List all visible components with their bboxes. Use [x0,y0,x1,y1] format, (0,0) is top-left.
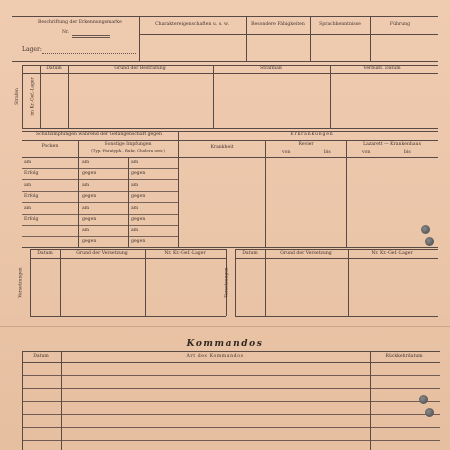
kommandos-row-rule [22,375,440,376]
impf-row-rule [22,225,178,226]
vers-col-lager: Nr. Kr.-Gef.-Lager [164,251,206,256]
impf-row-rule [22,191,178,192]
impf-cell: Erfolg [24,194,39,199]
vers-right-col-1 [265,249,266,316]
versetzungen-side-label: Versetzungen [18,267,24,298]
impfungen-title: Schutzimpfungen während der Gefangenschaft gegen [36,132,162,137]
impf-col-pocken: Pocken [41,144,59,149]
impf-row-rule [22,168,178,169]
erkennungsmarke-label: Beschriftung der Erkennungsmarke [38,20,122,25]
punch-hole [419,395,428,404]
impf-row-rule [22,236,178,237]
erk-col-lazarett: Lazarett — Krankenhaus [363,142,421,147]
erk-lazarett-bis: bis [404,150,411,155]
impf-col-sonstige: Sonstige Impfungen [104,142,152,147]
strafen-col-datum: Datum [46,66,62,71]
erk-col-revier: Revier [298,142,314,147]
vers-left-col-1 [60,249,61,316]
vers-col-datum: Datum [37,251,53,256]
kommandos-top-rule [22,351,440,352]
strafen-left-rule [22,65,23,128]
strafen-col-strafmass: Strafmaß [260,66,282,71]
nr-field[interactable] [72,35,110,36]
versetzungen-side-label-right: Versetzungen [224,267,230,298]
strafen-col-grund: Grund der Bestrafung [114,66,166,71]
strafen-side-label: Strafen [14,88,20,105]
impf-cell: am [82,228,90,233]
impf-cell: am [131,160,139,165]
impf-cell: am [24,160,32,165]
vers-left-bottom-rule [30,316,226,317]
kommandos-row-rule [22,414,440,415]
header-top-rule [12,16,438,17]
impf-cell: gegen [82,171,97,176]
kommandos-col-art: Art des Kommandos [186,354,244,359]
nr-label: Nr. [62,30,70,35]
kommandos-row-rule [22,440,440,441]
impf-cell: am [131,206,139,211]
impf-row-rule [22,214,178,215]
vers-right-col-2 [348,249,349,316]
impf-cell: am [82,160,90,165]
fold-line [0,326,450,327]
vers-right-edge [235,249,236,316]
erk-col-1 [265,140,266,247]
erk-revier-von: von [282,150,291,155]
impf-col-1 [78,140,79,247]
impf-col-sonstige-sub: (Typ.-Paratyph., Ruhr, Cholera usw.) [91,148,165,153]
vers-right-bottom-rule [235,316,438,317]
impf-cell: gegen [131,194,146,199]
strafen-col-4 [330,65,331,128]
vers-col-grund: Grund der Versetzung [76,251,128,256]
impf-cell: Erfolg [24,171,39,176]
erk-col-2 [346,140,347,247]
impf-cell: gegen [131,171,146,176]
strafen-col-3 [213,65,214,128]
header-divider-3 [310,16,311,61]
impf-cell: am [131,183,139,188]
impf-subheader-rule [22,157,438,158]
strafen-col-2 [68,65,69,128]
impf-row-rule [22,179,178,180]
erk-lazarett-von: von [362,150,371,155]
kommandos-row-rule [22,427,440,428]
strafen-header-rule [22,73,438,74]
impf-cell: am [24,183,32,188]
kommandos-row-rule [22,401,440,402]
impf-cell: gegen [131,239,146,244]
impf-col-3 [178,131,179,247]
impf-cell: am [82,183,90,188]
header-divider-4 [370,16,371,61]
impf-cell: am [82,206,90,211]
vers-right-col-grund: Grund der Versetzung [280,251,332,256]
punch-hole [425,408,434,417]
strafen-bottom-rule [22,128,438,129]
impf-cell: am [24,206,32,211]
kommandos-col-datum: Datum [33,354,49,359]
nr-field-underline [72,37,110,38]
header-divider-1 [139,16,140,61]
vers-right-col-datum: Datum [242,251,258,256]
lager-label: Lager: [22,46,42,53]
fuehrung-label: Führung [389,22,411,27]
header-mid-rule [139,34,438,35]
impf-header-rule [22,140,438,141]
kommandos-col-rueckkehr: Rückkehrdatum [385,354,423,359]
strafen-side-label-2: im Kr.-Gef.-Lager [30,77,36,116]
erkrankungen-title: Erkrankungen [290,132,334,137]
vers-left-col-2 [145,249,146,316]
strafen-col-1 [40,65,41,128]
sprachen-label: Sprachkenntnisse [319,22,361,27]
faehigkeiten-label: Besondere Fähigkeiten [251,22,305,27]
impf-cell: am [131,228,139,233]
impf-row-rule [22,202,178,203]
erk-col-krankheit: Krankheit [210,145,234,150]
header-bottom-rule [12,61,438,62]
erk-revier-bis: bis [324,150,331,155]
vers-right-col-lager: Nr. Kr.-Gef.-Lager [371,251,413,256]
impf-cell: gegen [82,194,97,199]
impf-bottom-rule [22,247,438,248]
lager-field[interactable] [42,53,136,54]
kommandos-row-rule [22,388,440,389]
impf-cell: Erfolg [24,217,39,222]
kommandos-title: Kommandos [186,339,264,349]
impf-cell: gegen [131,217,146,222]
strafen-col-verbuesst: Verbüßt. Datum [363,66,401,71]
header-divider-2 [246,16,247,61]
charakter-label: Charaktereigenschaften u. s. w. [155,22,229,27]
punch-hole [425,237,434,246]
impf-cell: gegen [82,217,97,222]
impf-cell: gegen [82,239,97,244]
punch-hole [421,225,430,234]
vers-left-edge [30,249,31,316]
kommandos-header-rule [22,362,440,363]
